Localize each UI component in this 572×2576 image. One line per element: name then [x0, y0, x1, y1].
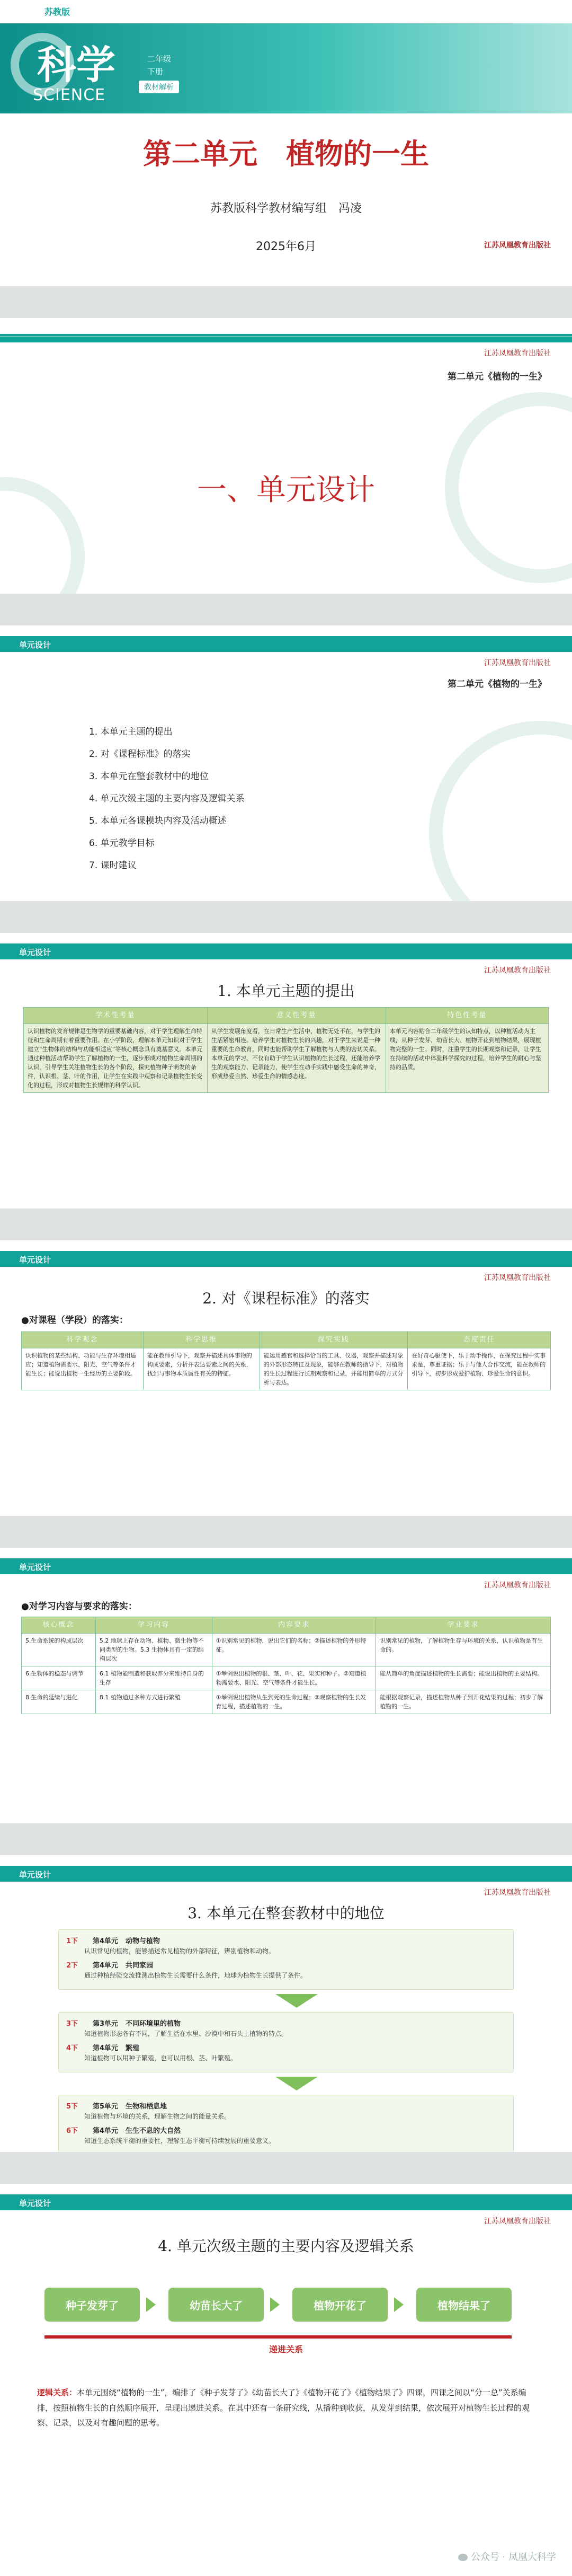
logic-paragraph: [37, 2385, 535, 2431]
publisher-logo: 江苏凤凰教育出版社: [484, 1274, 551, 1282]
slide-topbar: [0, 1251, 572, 1267]
cover-edition-strip: [0, 0, 572, 23]
table-row: [22, 1666, 551, 1690]
lesson-box: 植物结果了: [416, 2288, 512, 2322]
unit-number: 第4单元: [93, 1937, 119, 1945]
contents-item: 6. 单元教学目标: [89, 838, 155, 849]
cover-date: 2025年6月: [256, 240, 316, 253]
contents-item: 4. 单元次级主题的主要内容及逻辑关系: [89, 793, 245, 804]
table-row: [22, 1634, 551, 1666]
contents-list: [89, 721, 245, 877]
decor-swirl: [429, 721, 572, 901]
down-arrow-icon: [275, 2077, 318, 2090]
column-header: 内容要求: [212, 1617, 376, 1634]
column-header: 科学观念: [22, 1332, 144, 1348]
unit-desc: 通过种植经验交流推测出植物生长需要什么条件，地球为植物生长提供了条件。: [84, 1972, 307, 1979]
requirements-slide: [0, 1548, 572, 1823]
publisher-logo: 江苏凤凰教育出版社: [484, 966, 551, 975]
lesson-box: 植物开花了: [292, 2288, 388, 2322]
contents-slide: [0, 625, 572, 901]
lesson-box: 种子发芽了: [44, 2288, 140, 2322]
table-cell: 5.生命系统的构成层次: [22, 1634, 96, 1666]
unit-desc: 知道生态系统平衡的重要性，理解生态平衡可持续发展的重要意义。: [84, 2137, 275, 2145]
unit-number: 第5单元: [93, 2103, 119, 2111]
column-header: 探究实践: [260, 1332, 408, 1348]
table-cell: 能运用感官和选择恰当的工具、仪器，观察并描述对象的外部形态特征及现象，能够在教师的指导下，对植物的生长过程进行长期观察和记录，并能用简单的方式分析与表达。: [260, 1348, 408, 1390]
publisher-logo: 江苏凤凰教育出版社: [484, 659, 551, 667]
contents-item: 3. 本单元在整套教材中的地位: [89, 771, 209, 782]
top-label: 单元设计: [19, 1870, 51, 1880]
table-cell: 本单元内容贴合二年级学生的认知特点，以种植活动为主线，从种子发芽、幼苗长大、植物开花到植物结果，展现植物完整的一生。同时，注重学生的长期观察和记录，让学生在持续的活动中体验科学探究的过程，培养学生的耐心与坚持的品质。: [386, 1024, 548, 1093]
down-arrow-icon: [275, 1994, 318, 2008]
top-label: 单元设计: [19, 640, 51, 650]
slide-title: 3. 本单元在整套教材中的地位: [187, 1904, 385, 1922]
right-arrow-icon: [270, 2297, 280, 2312]
grade-label: 二年级: [147, 54, 172, 64]
table-cell: 能从简单的角度描述植物的生长需要；能说出植物的主要结构。: [376, 1666, 551, 1690]
grade-tag: 5下: [66, 2103, 78, 2111]
unit-number: 第3单元: [93, 2020, 119, 2028]
unit-number: 第4单元: [93, 1962, 119, 1970]
requirements-subtitle: ●对学习内容与要求的落实：: [21, 1601, 137, 1612]
cover-title: 第二单元 植物的一生: [143, 137, 429, 171]
slide-topbar: [0, 2194, 572, 2210]
volume-label: 下册: [147, 67, 164, 76]
unit-name: 共同家园: [126, 1962, 154, 1970]
grade-tag: 2下: [66, 1962, 78, 1970]
column-header: 学业要求: [376, 1617, 551, 1634]
contents-item: 5. 本单元各课模块内容及活动概述: [89, 816, 227, 826]
slide-topbar: [0, 636, 572, 652]
unit-desc: 认识常见的植物，能够描述常见植物的外部特征，辨别植物和动物。: [84, 1947, 275, 1955]
lesson-box: 幼苗长大了: [168, 2288, 264, 2322]
requirements-table: [21, 1617, 551, 1714]
unit-number: 第4单元: [93, 2044, 119, 2052]
unit-name: 生物和栖息地: [126, 2103, 167, 2111]
grade-pane-middle: [58, 2012, 514, 2072]
brand-title: 科学: [37, 42, 115, 88]
grade-pane-lower: [58, 1929, 514, 1990]
section-title-slide: [0, 318, 572, 594]
right-arrow-icon: [394, 2297, 404, 2312]
table-cell: 5.2 地球上存在动物、植物、微生物等不同类型的生物。5.3 生物体具有一定的结构层次: [95, 1634, 212, 1666]
standards-subtitle: ●对课程（学段）的落实：: [21, 1315, 128, 1326]
right-arrow-icon: [146, 2297, 156, 2312]
requirements-table-wrap: [21, 1617, 551, 1714]
grade-tag: 1下: [66, 1937, 78, 1945]
unit-name: 动物与植物: [126, 1937, 160, 1945]
grade-pane-upper: [58, 2095, 514, 2152]
table-cell: 在好奇心驱使下，乐于动手操作，在探究过程中实事求是，尊重证据；乐于与他人合作交流，能在教师的引导下，初步形成爱护植物、珍爱生命的意识。: [408, 1348, 551, 1390]
unit-header: 第二单元《植物的一生》: [448, 372, 547, 382]
top-label: 单元设计: [19, 1563, 51, 1572]
standards-table-wrap: [21, 1331, 551, 1390]
unit-name: 繁殖: [126, 2044, 140, 2052]
column-header: 学习内容: [95, 1617, 212, 1634]
slide-topbar: [0, 337, 572, 342]
section-title: 一、单元设计: [197, 473, 375, 507]
logic-label: 逻辑关系：: [37, 2388, 77, 2397]
table-cell: 能在教师引导下，观察并描述具体事物的构成要素，分析并表达要素之间的关系，找到与事物本质属性有关的特征。: [143, 1348, 260, 1390]
slide-divider: [0, 334, 572, 337]
table-cell: 6.1 植物能制造和获取养分来维持自身的生存: [95, 1666, 212, 1690]
standards-table: [21, 1331, 551, 1390]
theme-table-wrap: [23, 1007, 549, 1093]
grade-tag: 3下: [66, 2020, 78, 2028]
contents-item: 7. 课时建议: [89, 860, 137, 871]
cover-banner: [0, 23, 572, 113]
theme-table: [23, 1007, 549, 1093]
contents-item: 1. 本单元主题的提出: [89, 727, 173, 737]
column-header: 科学思维: [143, 1332, 260, 1348]
edition-badge: 苏教版: [44, 7, 70, 17]
publisher-logo: 江苏凤凰教育出版社: [484, 1581, 551, 1590]
slide-topbar: [0, 943, 572, 959]
slide-title: 4. 单元次级主题的主要内容及逻辑关系: [158, 2237, 414, 2255]
unit-header: 第二单元《植物的一生》: [448, 679, 547, 690]
unit-name: 生生不息的大自然: [126, 2127, 181, 2135]
logic-text: 本单元围绕“植物的一生”，编排了《种子发芽了》《幼苗长大了》《植物开花了》《植物结果了》四课，四课之间以“分一总”关系编排，按照植物生长的自然顺序展开，呈现出递进关系。在其中还有一条研究线，从播种到收获，从发芽到结果，依次展开对植物生长过程的观察、记录，以及对有趣问题的思考。: [37, 2388, 530, 2428]
slide-topbar: [0, 1558, 572, 1574]
column-header: 特色性考量: [386, 1008, 548, 1024]
table-cell: 认识植物的发育规律是生物学的重要基础内容，对于学生理解生命特征和生命周期有着重要作用。在小学阶段，理解本单元知识对于学生建立“生物体的结构与功能相适应”等核心概念具有奠基意义。本单元通过种植活动帮助学生了解植物的一生，逐步形成对植物生命周期的认识，引导学生关注植物生长的各个阶段，探究植物种子萌发的条件，认识根、茎、叶的作用，让学生在实践中观察和记录植物生长变化的过程，形成对植物生长规律的科学认识。: [24, 1024, 208, 1093]
grade-tag: 6下: [66, 2127, 78, 2135]
table-cell: 认识植物的某些结构、功能与生存环境相适应；知道植物需要水、阳光、空气等条件才能生长；能说出植物一生经历的主要阶段。: [22, 1348, 144, 1390]
textbook-tag: 教材解析: [139, 81, 179, 93]
column-header: 学术性考量: [24, 1008, 208, 1024]
top-label: 单元设计: [19, 948, 51, 957]
cover-slide: [0, 0, 572, 286]
logic-slide: [0, 2184, 572, 2576]
column-header: 意义性考量: [207, 1008, 386, 1024]
table-cell: ①识别常见的植物，说出它们的名称；②描述植物的外形特征。: [212, 1634, 376, 1666]
slide-title: 1. 本单元主题的提出: [217, 982, 355, 1000]
unit-number: 第4单元: [93, 2127, 119, 2135]
progress-bar: [44, 2335, 512, 2339]
standards-slide: [0, 1240, 572, 1516]
watermark-text: 公众号 · 凤凰大科学: [470, 2552, 556, 2563]
top-label: 单元设计: [19, 1255, 51, 1265]
table-cell: ①举例说出植物从生到死的生命过程；②观察植物的生长发育过程，描述植物的一生。: [212, 1690, 376, 1714]
wechat-icon: [458, 2554, 468, 2561]
progress-label: 递进关系: [269, 2344, 303, 2354]
table-cell: 6.生物体的稳态与调节: [22, 1666, 96, 1690]
position-slide: [0, 1855, 572, 2152]
unit-desc: 知道植物可以用种子繁殖，也可以用根、茎、叶繁殖。: [84, 2054, 237, 2062]
slide-topbar: [0, 1866, 572, 1882]
column-header: 态度责任: [408, 1332, 551, 1348]
table-cell: 8.1 植物通过多种方式进行繁殖: [95, 1690, 212, 1714]
theme-slide: [0, 933, 572, 1208]
publisher-logo: 江苏凤凰教育出版社: [484, 241, 551, 250]
publisher-logo: 江苏凤凰教育出版社: [484, 349, 551, 358]
table-cell: 识别常见的植物，了解植物生存与环境的关系，认识植物是有生命的。: [376, 1634, 551, 1666]
slide-title: 2. 对《课程标准》的落实: [202, 1290, 370, 1307]
unit-desc: 知道植物与环境的关系，理解生物之间的能量关系。: [84, 2113, 231, 2120]
top-label: 单元设计: [19, 2199, 51, 2208]
grade-tag: 4下: [66, 2044, 78, 2052]
column-header: 核心概念: [22, 1617, 96, 1634]
table-cell: 8.生命的延续与进化: [22, 1690, 96, 1714]
table-row: [22, 1690, 551, 1714]
watermark: [458, 2549, 556, 2563]
brand-en: SCIENCE: [33, 86, 106, 104]
unit-name: 不同环境里的植物: [126, 2020, 181, 2028]
table-cell: 能根据观察记录，描述植物从种子到开花结果的过程；初步了解植物的一生。: [376, 1690, 551, 1714]
table-cell: 从学生发展角度看，在日常生产生活中，植物无处不在，与学生的生活紧密相连。培养学生对植物生长的兴趣，对于学生来说是一种重要的生命教育，同时也能帮助学生了解植物与人类的密切关系。本单元的学习，不仅有助于学生认识植物的生长过程，还能培养学生的观察能力、记录能力，使学生在动手实践中感受生命的神奇，形成热爱自然、珍爱生命的情感态度。: [207, 1024, 386, 1093]
cover-authors: 苏教版科学教材编写组 冯凌: [210, 202, 362, 215]
unit-desc: 知道植物形态各有不同，了解生活在水里、沙漠中和石头上植物的特点。: [84, 2030, 288, 2037]
publisher-logo: 江苏凤凰教育出版社: [484, 2217, 551, 2226]
contents-item: 2. 对《课程标准》的落实: [89, 749, 191, 760]
publisher-logo: 江苏凤凰教育出版社: [484, 1889, 551, 1897]
table-cell: ①举例说出植物的根、茎、叶、花、果实和种子。②知道植物需要水、阳光、空气等条件才能生长。: [212, 1666, 376, 1690]
